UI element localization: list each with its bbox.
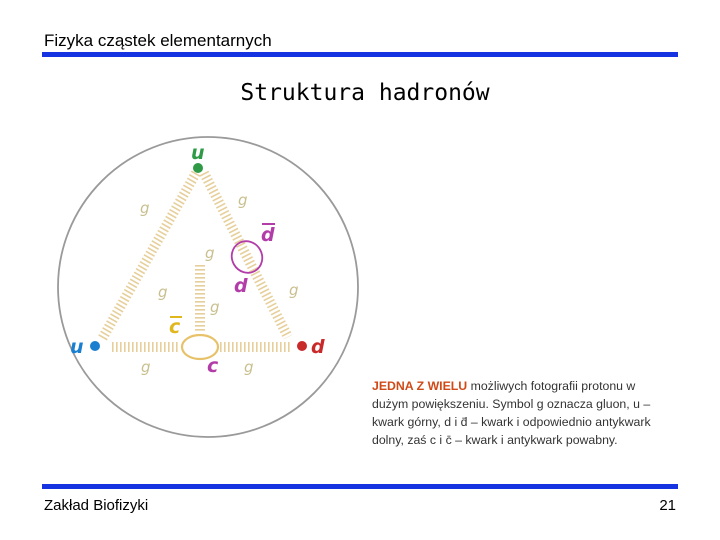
footer-divider — [42, 484, 678, 489]
gluon-label-7: g — [141, 358, 151, 376]
slide-title: Struktura hadronów — [240, 80, 490, 106]
page-number: 21 — [659, 497, 676, 514]
figure-caption — [372, 377, 672, 449]
gluon-label-6: g — [289, 281, 299, 299]
gluon-label-8: g — [244, 358, 254, 376]
quark-ball-down-right — [297, 341, 307, 351]
gluon-spring-left — [102, 173, 196, 339]
gluon-label-5: g — [210, 298, 220, 316]
quark-label-c: c — [207, 355, 219, 377]
gluon-label-3: g — [205, 244, 215, 262]
quark-ball-up-top — [193, 163, 203, 173]
quark-label-u-top: u — [191, 142, 205, 164]
quark-label-dbar: d — [261, 224, 275, 246]
gluon-label-4: g — [158, 283, 168, 301]
proton-diagram — [40, 135, 380, 445]
gluon-label-2: g — [238, 191, 248, 209]
quark-ball-up-left — [90, 341, 100, 351]
header-title: Fizyka cząstek elementarnych — [44, 31, 272, 50]
header-divider — [42, 52, 678, 57]
quark-label-d-center: d — [234, 275, 248, 297]
gluon-label-1: g — [140, 199, 150, 217]
quark-label-cbar: c — [169, 316, 181, 338]
quark-label-d-right: d — [311, 336, 325, 358]
proton-boundary — [58, 137, 358, 437]
footer-department: Zakład Biofizyki — [44, 497, 149, 514]
quark-label-u-left: u — [70, 336, 84, 358]
caption-text: możliwych fotografii protonu w dużym powiększeniu. Symbol g oznacza gluon, u – kwark górny, d i d̄ – kwark i odpowiednio antykwark dolny, zaś c i c̄ – kwark i antykwark powabny. — [372, 379, 651, 447]
caption-lead: JEDNA Z WIELU — [372, 379, 468, 393]
